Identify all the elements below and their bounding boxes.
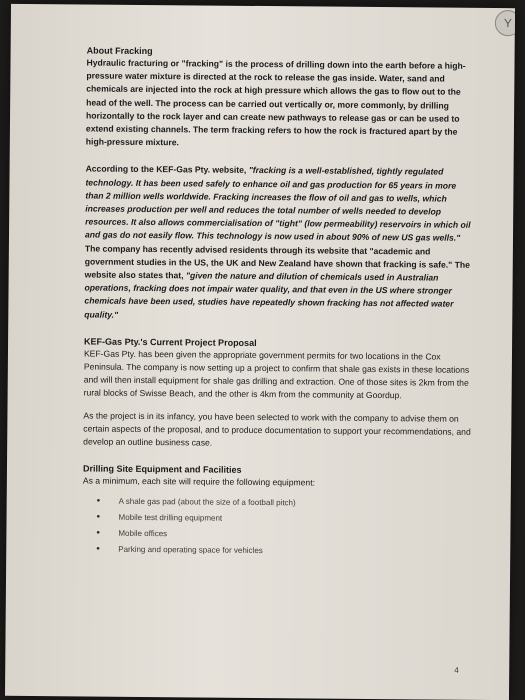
document-content [82,44,475,567]
bullet-icon: • [96,544,100,556]
list-item [83,512,471,526]
list-item [82,528,470,542]
corner-tab[interactable]: Y [495,10,515,36]
infancy-paragraph: As the project is in its infancy, you have been selected to work with the company to advise them on certain aspects of the proposal, and to produce documentation to support your recommendations, and develop an outline business case. [83,410,471,448]
list-item-text: Mobile test drilling equipment [118,513,223,524]
equipment-section [82,463,471,559]
kef-lead-text: According to the KEF-Gas Pty. website, [85,163,249,176]
bullet-icon: • [96,496,101,508]
equipment-list [82,496,471,558]
about-fracking-section [86,44,475,152]
bullet-icon: • [96,528,100,540]
kef-middle-text: The company has recently advised residents through its website that "academic and government studies in the US, the UK and New Zealand have shown that fracking is safe." The website also states that, [84,243,470,281]
kef-quote-1: "fracking is a well-established, tightly regulated technology. It has been used safely to enhance oil and gas production for 65 years in more than 2 million wells worldwide. Fracking increases the flow of oil and gas to wells, which increases production per well and reduces the total number of wells needed to develop resources. It also allows commercialisation of "tight" (low permeability) reservoirs in which oil and gas do not easily flow. This technology is now used in about 90% of new US gas wells." [84,165,471,244]
equipment-intro: As a minimum, each site will require the following equipment: [82,475,316,488]
list-item-text: Parking and operating space for vehicles [118,545,263,556]
kef-website-paragraph [84,163,473,325]
about-fracking-heading: About Fracking [86,45,153,57]
bullet-icon: • [96,512,101,524]
list-item [82,544,470,558]
about-fracking-paragraph: Hydraulic fracturing or "fracking" is the process of drilling down into the earth before a high-pressure water mixture is directed at the rock to release the gas inside. Water, sand and chemicals are injected into the rock at high pressure which allows the gas to flow out to the head of the well. The process can be carried out vertically or, more commonly, by drilling horizontally to the rock layer and can create new pathways to release gas or can be used to extend existing channels. The term fracking refers to how the rock is fractured apart by the high-pressure mixture. [85,57,466,148]
project-proposal-paragraph: KEF-Gas Pty. has been given the appropriate government permits for two locations in the Cox Peninsula. The company is now setting up a project to confirm that shale gas exists in these locations and will then install equipment for shale gas drilling and extraction. One of those sites is 2km from the rural blocks of Swisse Beach, and the other is 4km from the community at Goordup. [83,348,470,401]
document-page [5,4,515,700]
list-item [83,496,471,510]
project-proposal-section [84,335,473,403]
page-number: 4 [454,665,459,675]
kef-quote-2: "given the nature and dilution of chemicals used in Australian operations, fracking does not impair water quality, and that even in the US where stronger chemicals have been used, studies have repeatedly shown fracking has not affected water quality." [84,270,454,320]
list-item-text: Mobile offices [118,529,168,539]
list-item-text: A shale gas pad (about the size of a football pitch) [118,497,296,508]
equipment-heading: Drilling Site Equipment and Facilities [82,463,242,476]
project-proposal-heading: KEF-Gas Pty.'s Current Project Proposal [84,336,257,348]
